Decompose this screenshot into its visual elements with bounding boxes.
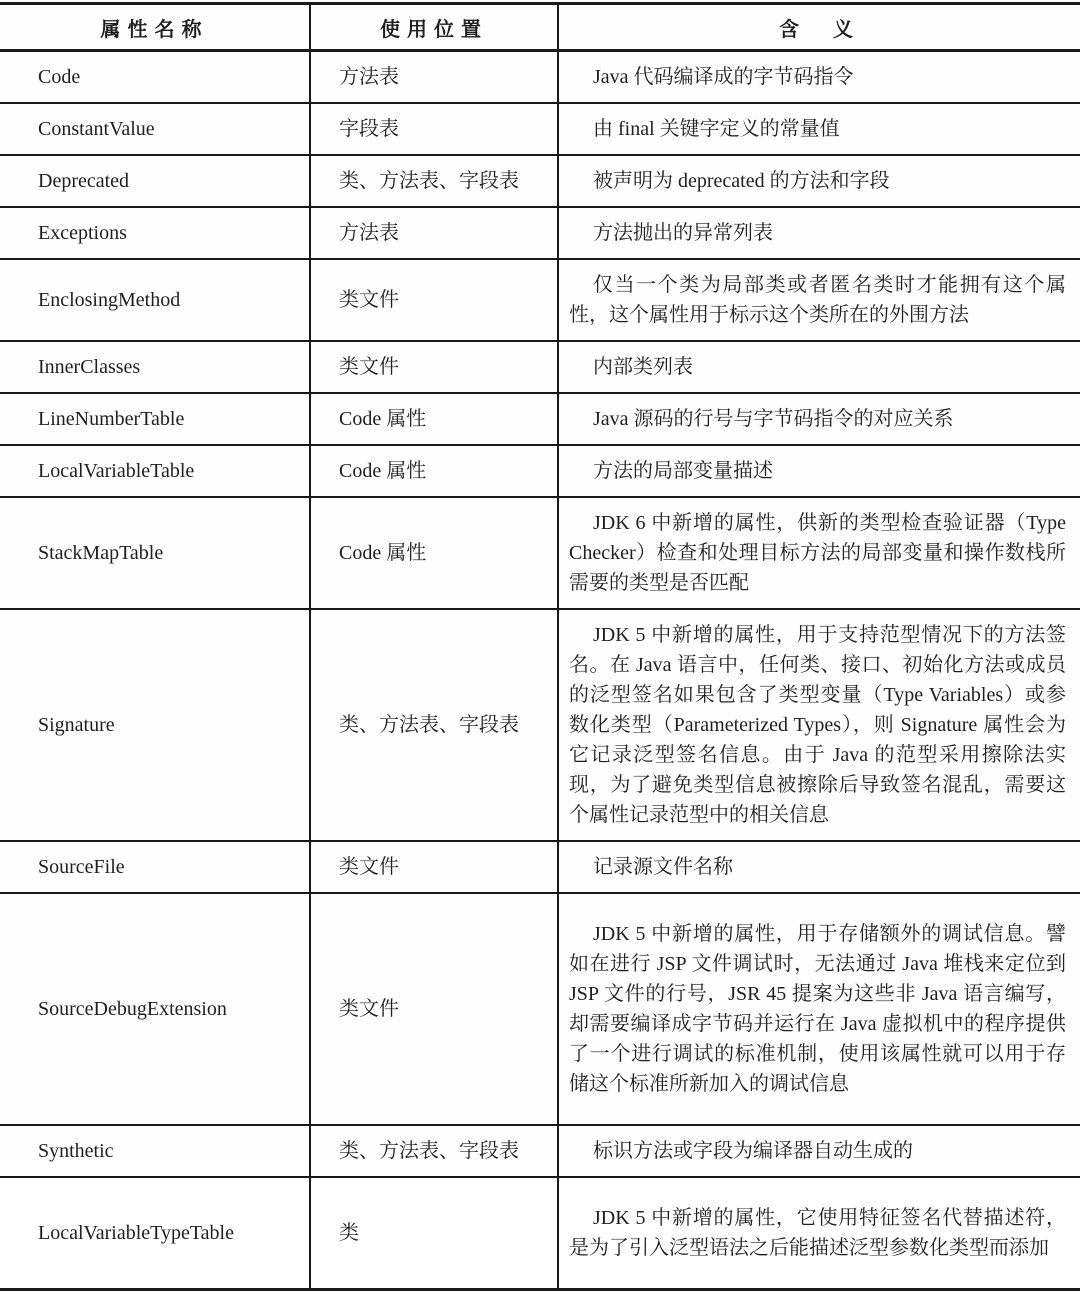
table-row xyxy=(0,341,1080,393)
table-body xyxy=(0,51,1080,1290)
attribute-name-cell: LocalVariableTypeTable xyxy=(0,1177,310,1290)
usage-location-cell: 方法表 xyxy=(310,207,558,259)
attribute-name-cell: Synthetic xyxy=(0,1125,310,1177)
table-row xyxy=(0,841,1080,893)
attribute-name-cell: Signature xyxy=(0,609,310,841)
class-file-attribute-table xyxy=(0,2,1080,1291)
meaning-cell xyxy=(558,341,1080,393)
usage-location-cell: Code 属性 xyxy=(310,497,558,609)
meaning-cell xyxy=(558,497,1080,609)
table-row xyxy=(0,155,1080,207)
usage-location-cell: 类文件 xyxy=(310,341,558,393)
header-meaning: 含 义 xyxy=(558,4,1080,51)
scanned-book-page xyxy=(0,2,1080,1259)
meaning-text: 方法的局部变量描述 xyxy=(593,460,773,482)
header-row xyxy=(0,4,1080,51)
table-row xyxy=(0,393,1080,445)
meaning-text: 标识方法或字段为编译器自动生成的 xyxy=(593,1140,913,1162)
table-row xyxy=(0,445,1080,497)
meaning-text: 由 final 关键字定义的常量值 xyxy=(593,118,840,140)
meaning-cell xyxy=(558,155,1080,207)
attribute-name-cell: InnerClasses xyxy=(0,341,310,393)
meaning-text: 方法抛出的异常列表 xyxy=(593,222,773,244)
attribute-name-cell: LocalVariableTable xyxy=(0,445,310,497)
usage-location-cell: 字段表 xyxy=(310,103,558,155)
usage-location-cell: 类文件 xyxy=(310,893,558,1125)
meaning-cell xyxy=(558,259,1080,341)
meaning-cell xyxy=(558,445,1080,497)
meaning-cell xyxy=(558,893,1080,1125)
attribute-name-cell: EnclosingMethod xyxy=(0,259,310,341)
usage-location-cell: Code 属性 xyxy=(310,393,558,445)
table-row xyxy=(0,609,1080,841)
attribute-name-cell: Deprecated xyxy=(0,155,310,207)
meaning-cell xyxy=(558,609,1080,841)
meaning-text: 仅当一个类为局部类或者匿名类时才能拥有这个属性，这个属性用于标示这个类所在的外围方法 xyxy=(569,274,1066,326)
usage-location-cell: 类、方法表、字段表 xyxy=(310,609,558,841)
meaning-cell xyxy=(558,841,1080,893)
meaning-cell xyxy=(558,207,1080,259)
meaning-text: Java 代码编译成的字节码指令 xyxy=(593,66,854,88)
table-row xyxy=(0,497,1080,609)
usage-location-cell: 类文件 xyxy=(310,841,558,893)
meaning-text: JDK 5 中新增的属性，它使用特征签名代替描述符，是为了引入泛型语法之后能描述泛型参数化类型而添加 xyxy=(569,1207,1066,1259)
meaning-text: 被声明为 deprecated 的方法和字段 xyxy=(593,170,890,192)
attribute-name-cell: Code xyxy=(0,51,310,104)
meaning-text: 内部类列表 xyxy=(593,356,693,378)
table-row xyxy=(0,1125,1080,1177)
table-row xyxy=(0,1177,1080,1290)
attribute-name-cell: LineNumberTable xyxy=(0,393,310,445)
meaning-text: JDK 6 中新增的属性，供新的类型检查验证器（Type Checker）检查和处理目标方法的局部变量和操作数栈所需要的类型是否匹配 xyxy=(569,512,1066,594)
usage-location-cell: 类 xyxy=(310,1177,558,1290)
table-row xyxy=(0,893,1080,1125)
meaning-cell xyxy=(558,51,1080,104)
meaning-cell xyxy=(558,103,1080,155)
attribute-name-cell: StackMapTable xyxy=(0,497,310,609)
usage-location-cell: 类、方法表、字段表 xyxy=(310,1125,558,1177)
table-row xyxy=(0,207,1080,259)
table-row xyxy=(0,51,1080,104)
usage-location-cell: 方法表 xyxy=(310,51,558,104)
table-row xyxy=(0,259,1080,341)
header-attribute-name: 属性名称 xyxy=(0,4,310,51)
meaning-text: Java 源码的行号与字节码指令的对应关系 xyxy=(593,408,954,430)
meaning-text: JDK 5 中新增的属性，用于存储额外的调试信息。譬如在进行 JSP 文件调试时，无法通过 Java 堆栈来定位到 JSP 文件的行号，JSR 45 提案为这些非 Java 语言编写，却需要编译成字节码并运行在 Java 虚拟机中的程序提供了一个进行调试的标准机制，使用该属性就可以用于存储这个标准所新加入的调试信息 xyxy=(569,923,1066,1095)
attribute-name-cell: Exceptions xyxy=(0,207,310,259)
meaning-cell xyxy=(558,1177,1080,1290)
attribute-name-cell: SourceFile xyxy=(0,841,310,893)
attribute-name-cell: SourceDebugExtension xyxy=(0,893,310,1125)
table-row xyxy=(0,103,1080,155)
usage-location-cell: Code 属性 xyxy=(310,445,558,497)
meaning-cell xyxy=(558,393,1080,445)
meaning-text: JDK 5 中新增的属性，用于支持范型情况下的方法签名。在 Java 语言中，任何类、接口、初始化方法或成员的泛型签名如果包含了类型变量（Type Variables）或参数化类型（Parameterized Types），则 Signature 属性会为它记录泛型签名信息。由于 Java 的范型采用擦除法实现，为了避免类型信息被擦除后导致签名混乱，需要这个属性记录范型中的相关信息 xyxy=(569,624,1066,826)
attribute-name-cell: ConstantValue xyxy=(0,103,310,155)
meaning-text: 记录源文件名称 xyxy=(593,856,733,878)
usage-location-cell: 类、方法表、字段表 xyxy=(310,155,558,207)
usage-location-cell: 类文件 xyxy=(310,259,558,341)
table-header xyxy=(0,4,1080,51)
meaning-cell xyxy=(558,1125,1080,1177)
header-usage-location: 使用位置 xyxy=(310,4,558,51)
